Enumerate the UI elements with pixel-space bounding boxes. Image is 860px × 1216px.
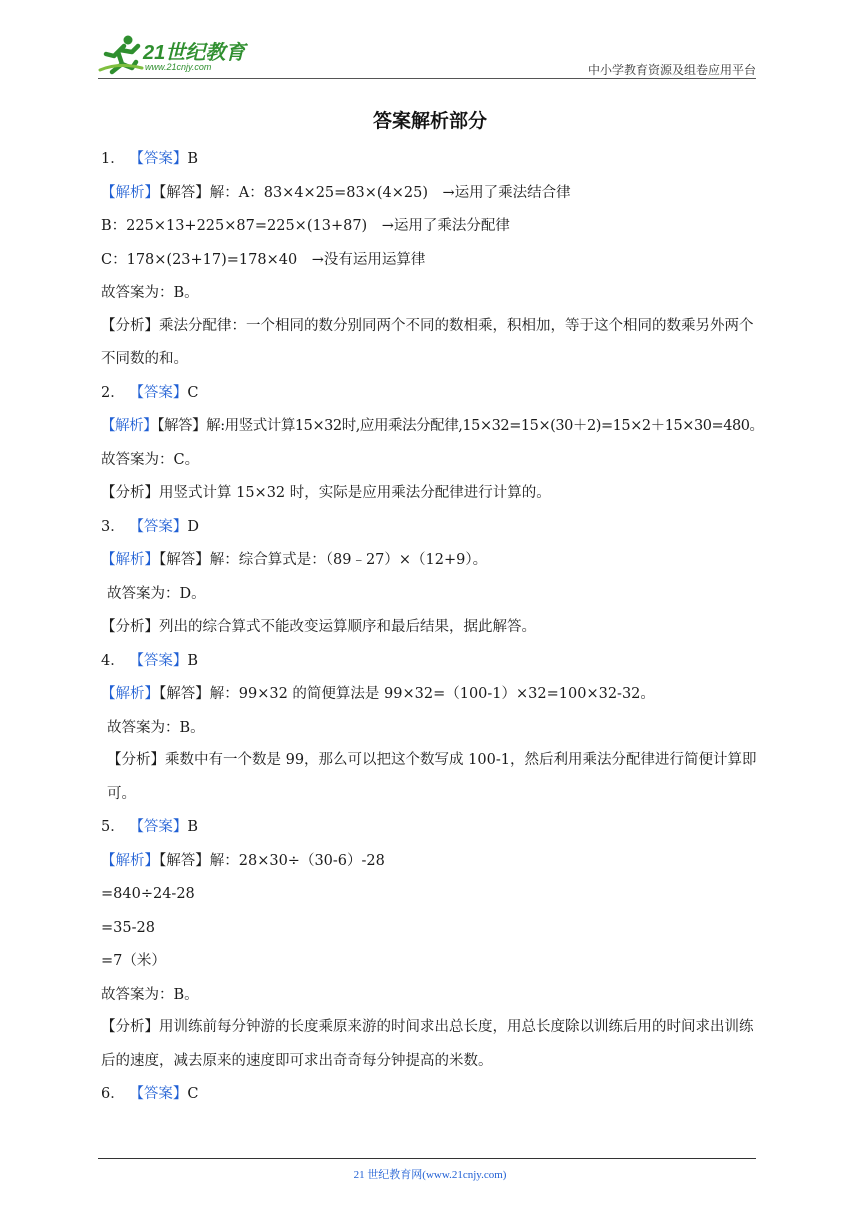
q4-explanation-line [101, 683, 766, 705]
q1-explanation-3: C：178×(23+17)=178×40 →没有运用运算律 [101, 251, 426, 268]
q1-analysis: 乘法分配律：一个相同的数分别同两个不同的数相乘，积相加，等于这个相同的数乘另外两个不同数的和。 [101, 317, 754, 367]
jiexi-label: 【解析】 [101, 686, 159, 702]
q5-step-2: =35-28 [101, 919, 155, 936]
answer-label: 【答案】 [129, 384, 188, 401]
jiexi-label: 【解析】 [101, 552, 159, 568]
fenxi-label: 【分析】 [101, 485, 159, 501]
q3-number: 3． [101, 518, 125, 535]
fenxi-label: 【分析】 [101, 317, 159, 334]
q6-number: 6． [101, 1086, 125, 1102]
answer-content [101, 148, 766, 1117]
page-header [98, 32, 756, 82]
q1-explanation-1: 解：A：83×4×25=83×(4×25) →运用了乘法结合律 [209, 184, 571, 201]
site-logo [98, 32, 268, 78]
q6-answer-line [101, 1083, 766, 1105]
answer-label: 【答案】 [129, 1086, 188, 1102]
q4-analysis-line [101, 744, 766, 811]
q5-answer-line [101, 816, 766, 838]
q4-answer: B [187, 652, 198, 669]
q2-number: 2． [101, 384, 125, 401]
jieda-label: 【解答】 [159, 552, 210, 568]
jiexi-label: 【解析】 [101, 418, 158, 434]
q1-answer: B [187, 151, 198, 167]
q3-analysis: 列出的综合算式不能改变运算顺序和最后结果，据此解答。 [159, 619, 536, 635]
answer-label: 【答案】 [129, 819, 188, 835]
footer-divider [98, 1158, 756, 1159]
q5-step-3: =7（米） [101, 953, 166, 969]
q2-answer-line [101, 382, 766, 404]
q1-analysis-line [101, 310, 766, 377]
q2-answer: C [187, 384, 199, 401]
q5-explanation-line [101, 850, 766, 872]
jieda-label: 【解答】 [159, 686, 210, 702]
answer-label: 【答案】 [129, 652, 188, 669]
jiexi-label: 【解析】 [101, 184, 159, 201]
q3-answer-line [101, 516, 766, 538]
q1-conclusion: 故答案为：B。 [101, 285, 199, 301]
q3-analysis-line [101, 616, 766, 638]
q3-conclusion: 故答案为：D。 [107, 585, 206, 602]
q5-answer: B [187, 819, 198, 835]
jieda-label: 【解答】 [159, 184, 210, 201]
q5-explanation-1: 解：28×30÷（30-6）-28 [209, 852, 385, 869]
q2-conclusion: 故答案为：C。 [101, 451, 200, 468]
q3-answer: D [187, 518, 199, 535]
footer-link[interactable]: 21 世纪教育网(www.21cnjy.com) [353, 1169, 507, 1181]
header-divider [98, 78, 756, 79]
q5-analysis: 用训练前每分钟游的长度乘原来游的时间求出总长度，用总长度除以训练后用的时间求出训练后的速度，减去原来的速度即可求出奇奇每分钟提高的米数。 [101, 1019, 754, 1069]
q4-analysis: 乘数中有一个数是 99，那么可以把这个数写成 100-1，然后利用乘法分配律进行简便计算即可。 [107, 752, 757, 802]
jieda-label: 【解答】 [157, 418, 207, 434]
runner-logo-icon [98, 32, 144, 78]
q5-number: 5． [101, 819, 125, 835]
q4-answer-line [101, 650, 766, 672]
q2-explanation-line [101, 415, 766, 437]
jiexi-label: 【解析】 [101, 852, 159, 869]
platform-name: 中小学教育资源及组卷应用平台 [587, 63, 756, 77]
jieda-label: 【解答】 [159, 852, 210, 869]
q1-explanation-2: B：225×13+225×87=225×(13+87) →运用了乘法分配律 [101, 218, 510, 234]
q1-explanation-line [101, 182, 766, 204]
fenxi-label: 【分析】 [101, 619, 159, 635]
q4-explanation-1: 解：99×32 的简便算法是 99×32=（100-1）×32=100×32-32。 [209, 686, 655, 702]
fenxi-label: 【分析】 [107, 752, 165, 768]
logo-text: 21世纪教育 [143, 42, 246, 64]
answer-label: 【答案】 [129, 518, 188, 535]
q5-conclusion: 故答案为：B。 [101, 986, 199, 1003]
q3-explanation-1: 解：综合算式是：（89﹣27）×（12+9）。 [209, 552, 488, 568]
logo-url: www.21cnjy.com [145, 62, 212, 72]
q1-answer-line [101, 148, 766, 170]
q4-conclusion: 故答案为：B。 [107, 719, 205, 736]
answer-label: 【答案】 [129, 151, 188, 167]
q3-explanation-line [101, 549, 766, 571]
q2-explanation-1: 解:用竖式计算15×32时,应用乘法分配律,15×32=15×(30＋2)=15×2＋15×30=480。 [206, 418, 764, 434]
q4-number: 4． [101, 652, 125, 669]
q5-analysis-line [101, 1011, 766, 1078]
fenxi-label: 【分析】 [101, 1019, 159, 1035]
q2-analysis-line [101, 482, 766, 504]
q1-number: 1． [101, 151, 125, 167]
q6-answer: C [187, 1086, 199, 1102]
q2-analysis: 用竖式计算 15×32 时，实际是应用乘法分配律进行计算的。 [159, 485, 551, 501]
q5-step-1: =840÷24-28 [101, 886, 195, 902]
page-title: 答案解析部分 [372, 110, 487, 132]
